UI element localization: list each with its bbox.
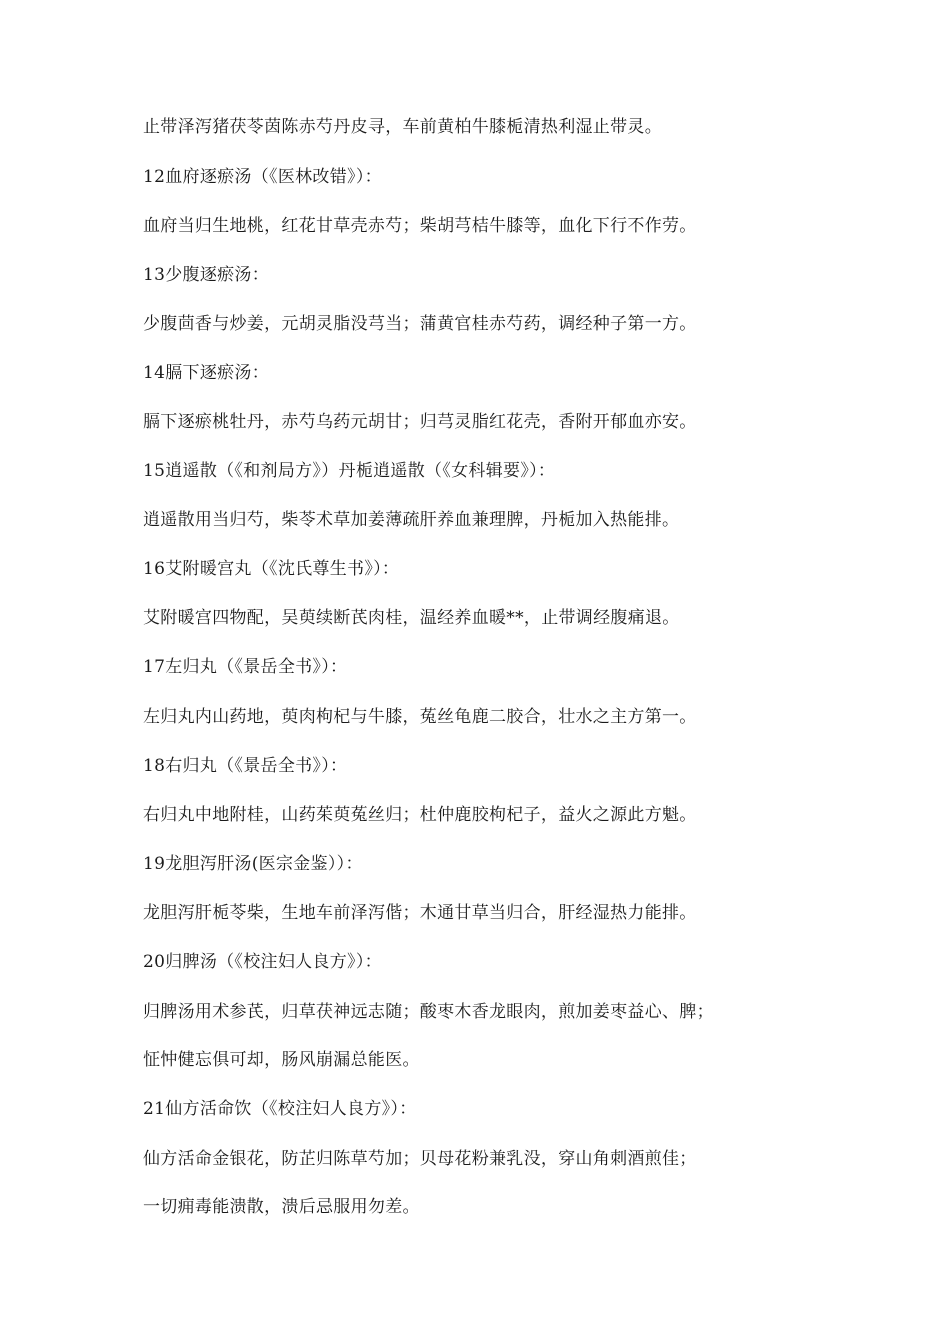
text-line: 一切痈毒能溃散，溃后忌服用勿差。 — [143, 1197, 420, 1217]
section-heading: 19龙胆泻肝汤(医宗金鉴））： — [143, 854, 363, 874]
text-line: 龙胆泻肝栀苓柴，生地车前泽泻偕；木通甘草当归合，肝经湿热力能排。 — [143, 903, 697, 923]
section-heading: 16艾附暖宫丸（《沈氏尊生书》）： — [143, 559, 400, 579]
text-line: 左归丸内山药地，萸肉枸杞与牛膝，菟丝龟鹿二胶合，壮水之主方第一。 — [143, 707, 697, 727]
text-line: 怔忡健忘俱可却，肠风崩漏总能医。 — [143, 1050, 420, 1070]
text-line: 右归丸中地附桂，山药茱萸菟丝归；杜仲鹿胶枸杞子，益火之源此方魁。 — [143, 805, 697, 825]
text-line: 仙方活命金银花，防芷归陈草芍加；贝母花粉兼乳没，穿山角刺酒煎佳； — [143, 1149, 697, 1169]
text-line: 艾附暖宫四物配，吴萸续断芪肉桂，温经养血暖**，止带调经腹痛退。 — [143, 608, 680, 628]
section-heading: 21仙方活命饮（《校注妇人良方》）： — [143, 1099, 417, 1119]
text-line: 膈下逐瘀桃牡丹，赤芍乌药元胡甘；归芎灵脂红花壳，香附开郁血亦安。 — [143, 412, 697, 432]
text-line: 血府当归生地桃，红花甘草壳赤芍；柴胡芎桔牛膝等，血化下行不作劳。 — [143, 216, 697, 236]
section-heading: 14膈下逐瘀汤： — [143, 363, 270, 383]
section-heading: 12血府逐瘀汤（《医林改错》）： — [143, 167, 382, 187]
section-heading: 17左归丸（《景岳全书》）： — [143, 657, 348, 677]
section-heading: 18右归丸（《景岳全书》）： — [143, 756, 348, 776]
section-heading: 20归脾汤（《校注妇人良方》）： — [143, 952, 382, 972]
text-line: 归脾汤用术参芪，归草茯神远志随；酸枣木香龙眼肉，煎加姜枣益心、脾； — [143, 1002, 714, 1022]
text-line: 止带泽泻猪茯苓茵陈赤芍丹皮寻，车前黄柏牛膝栀清热利湿止带灵。 — [143, 117, 662, 137]
section-heading: 15逍遥散（《和剂局方》）丹栀逍遥散（《女科辑要》）： — [143, 461, 556, 481]
text-line: 逍遥散用当归芍，柴苓术草加姜薄疏肝养血兼理脾，丹栀加入热能排。 — [143, 510, 680, 530]
text-line: 少腹茴香与炒姜，元胡灵脂没芎当；蒲黄官桂赤芍药，调经种子第一方。 — [143, 314, 697, 334]
section-heading: 13少腹逐瘀汤： — [143, 265, 270, 285]
